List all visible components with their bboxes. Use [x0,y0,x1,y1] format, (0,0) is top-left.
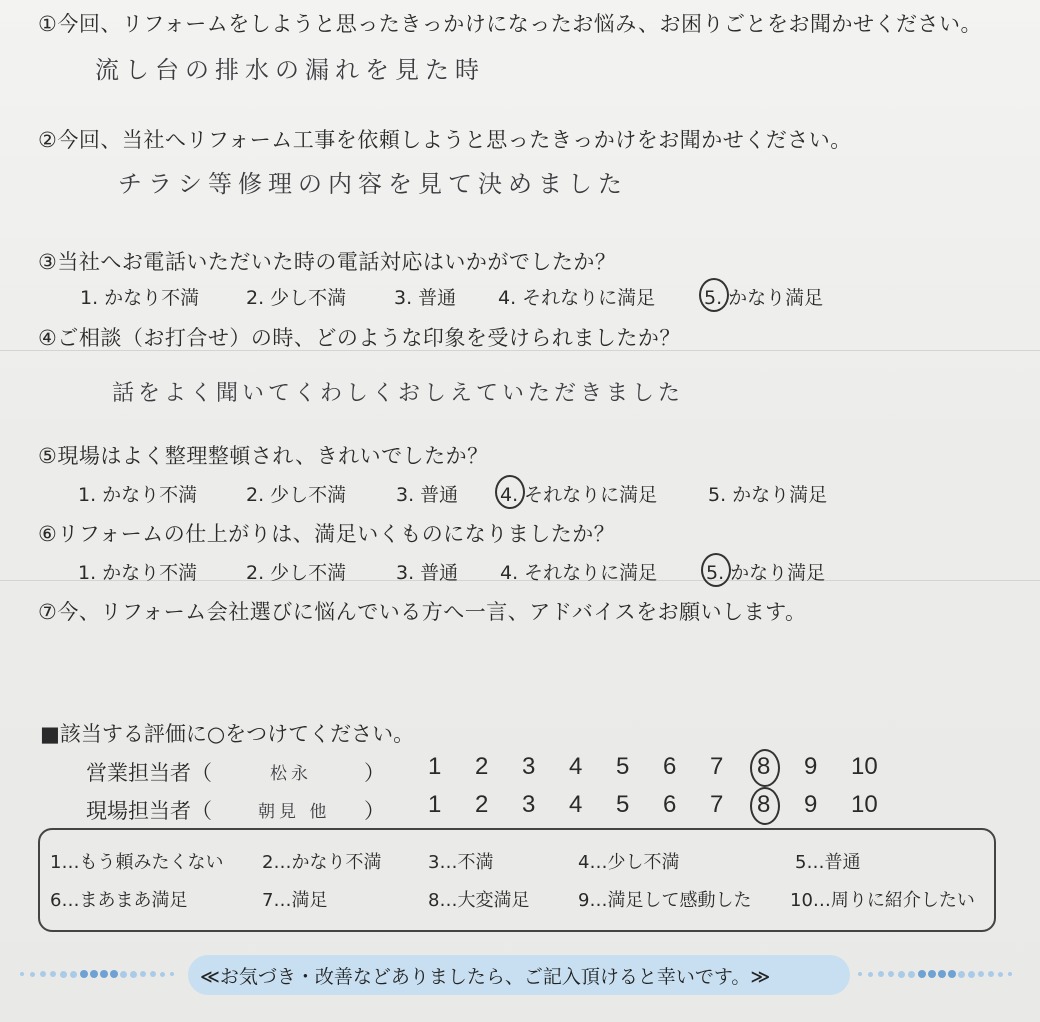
option-5[interactable]: 5. かなり満足 [704,287,824,309]
site-score-value[interactable]: 4 [569,791,583,818]
sales-score-value[interactable]: 5 [616,753,630,780]
legend-item: 9…満足して感動した [578,890,752,911]
dot [998,972,1003,977]
dot [130,971,137,978]
selection-circle [699,278,729,312]
close-paren: ） [364,799,385,823]
dot [50,971,56,977]
sales-score-value[interactable]: 1 [428,753,442,780]
dot [70,971,77,978]
dot [1008,972,1012,976]
rating-legend [38,828,996,932]
answer-1: 流し台の排水の漏れを見た時 [95,56,485,84]
question-6: ⑥リフォームの仕上がりは、満足いくものになりましたか？ [38,522,616,546]
sales-score-value[interactable]: 3 [522,753,536,780]
question-5: ⑤現場はよく整理整頓され、きれいでしたか？ [38,444,489,468]
site-score-value[interactable]: 5 [616,791,630,818]
dot [120,971,127,978]
dot [858,972,862,976]
sales-score-value[interactable]: 8 [757,753,771,780]
answer-4: 話をよく聞いてくわしくおしえていただきました [112,381,685,406]
dot [90,970,98,978]
dot [110,970,118,978]
decorative-dots [858,970,1028,978]
option-3[interactable]: 3. 普通 [396,562,459,584]
site-score-value[interactable]: 3 [522,791,536,818]
option-2[interactable]: 2. 少し不満 [246,287,347,309]
sales-score-value[interactable]: 6 [663,753,677,780]
dot [888,971,894,977]
option-5[interactable]: 5. かなり満足 [708,484,828,506]
option-2[interactable]: 2. 少し不満 [246,562,347,584]
legend-item: 1…もう頼みたくない [50,852,224,873]
dot [948,970,956,978]
dot [928,970,936,978]
option-3[interactable]: 3. 普通 [396,484,459,506]
legend-item: 8…大変満足 [428,890,530,911]
dot [938,970,946,978]
legend-item: 5…普通 [795,852,861,873]
selection-circle [495,475,525,509]
sales-score-value[interactable]: 9 [804,753,818,780]
sales-label: 営業担当者（ [86,761,212,785]
sales-score-value[interactable]: 4 [569,753,583,780]
dot [918,970,926,978]
dot [988,971,994,977]
option-4[interactable]: 4. それなりに満足 [498,287,656,309]
site-score-value[interactable]: 7 [710,791,724,818]
question-1: ①今回、リフォームをしようと思ったきっかけになったお悩み、お困りごとをお聞かせください。 [38,12,983,36]
option-3[interactable]: 3. 普通 [394,287,457,309]
dot [968,971,975,978]
sales-rating-row [86,757,385,787]
dot [140,971,146,977]
site-score-value[interactable]: 10 [851,791,878,818]
dot [878,971,884,977]
option-5[interactable]: 5. かなり満足 [706,562,826,584]
selection-circle [750,749,780,787]
footer-text: ≪お気づき・改善などありましたら、ご記入頂けると幸いです。≫ [200,966,771,988]
site-score-value[interactable]: 6 [663,791,677,818]
legend-item: 6…まあまあ満足 [50,890,188,911]
selection-circle [701,553,731,587]
dot [20,972,24,976]
dot [30,972,35,977]
legend-item: 10…周りに紹介したい [790,890,975,911]
legend-item: 7…満足 [262,890,328,911]
option-1[interactable]: 1. かなり不満 [80,287,200,309]
site-score-value[interactable]: 9 [804,791,818,818]
option-1[interactable]: 1. かなり不満 [78,562,198,584]
site-rating-row [86,795,385,825]
site-score-value[interactable]: 2 [475,791,489,818]
question-7: ⑦今、リフォーム会社選びに悩んでいる方へ一言、アドバイスをお願いします。 [38,600,807,624]
dot [868,972,873,977]
selection-circle [750,787,780,825]
close-paren: ） [364,761,385,785]
question-3: ③当社へお電話いただいた時の電話対応はいかがでしたか？ [38,250,617,274]
dot [898,971,905,978]
dot [908,971,915,978]
site-name: 朝見 他 [258,802,331,822]
site-label: 現場担当者（ [86,799,212,823]
option-4[interactable]: 4. それなりに満足 [500,484,658,506]
dot [80,970,88,978]
question-2: ②今回、当社へリフォーム工事を依頼しようと思ったきっかけをお聞かせください。 [38,128,852,152]
dot [60,971,67,978]
answer-2: チラシ等修理の内容を見て決めました [118,170,628,198]
site-score-value[interactable]: 8 [757,791,771,818]
legend-item: 4…少し不満 [578,852,680,873]
sales-score-value[interactable]: 7 [710,753,724,780]
dot [170,972,174,976]
option-1[interactable]: 1. かなり不満 [78,484,198,506]
legend-item: 2…かなり不満 [262,852,382,873]
sales-score-value[interactable]: 2 [475,753,489,780]
rating-title: ■該当する評価に○をつけてください。 [40,722,415,746]
dot [100,970,108,978]
dot [958,971,965,978]
question-4: ④ご相談（お打合せ）の時、どのような印象を受けられましたか？ [38,326,681,350]
dot [150,971,156,977]
dot [978,971,984,977]
dot [160,972,165,977]
sales-score-value[interactable]: 10 [851,753,878,780]
decorative-dots [20,970,190,978]
dot [40,971,46,977]
option-4[interactable]: 4. それなりに満足 [500,562,658,584]
sales-name: 松永 [270,764,312,784]
site-score-value[interactable]: 1 [428,791,442,818]
legend-item: 3…不満 [428,852,494,873]
option-2[interactable]: 2. 少し不満 [246,484,347,506]
